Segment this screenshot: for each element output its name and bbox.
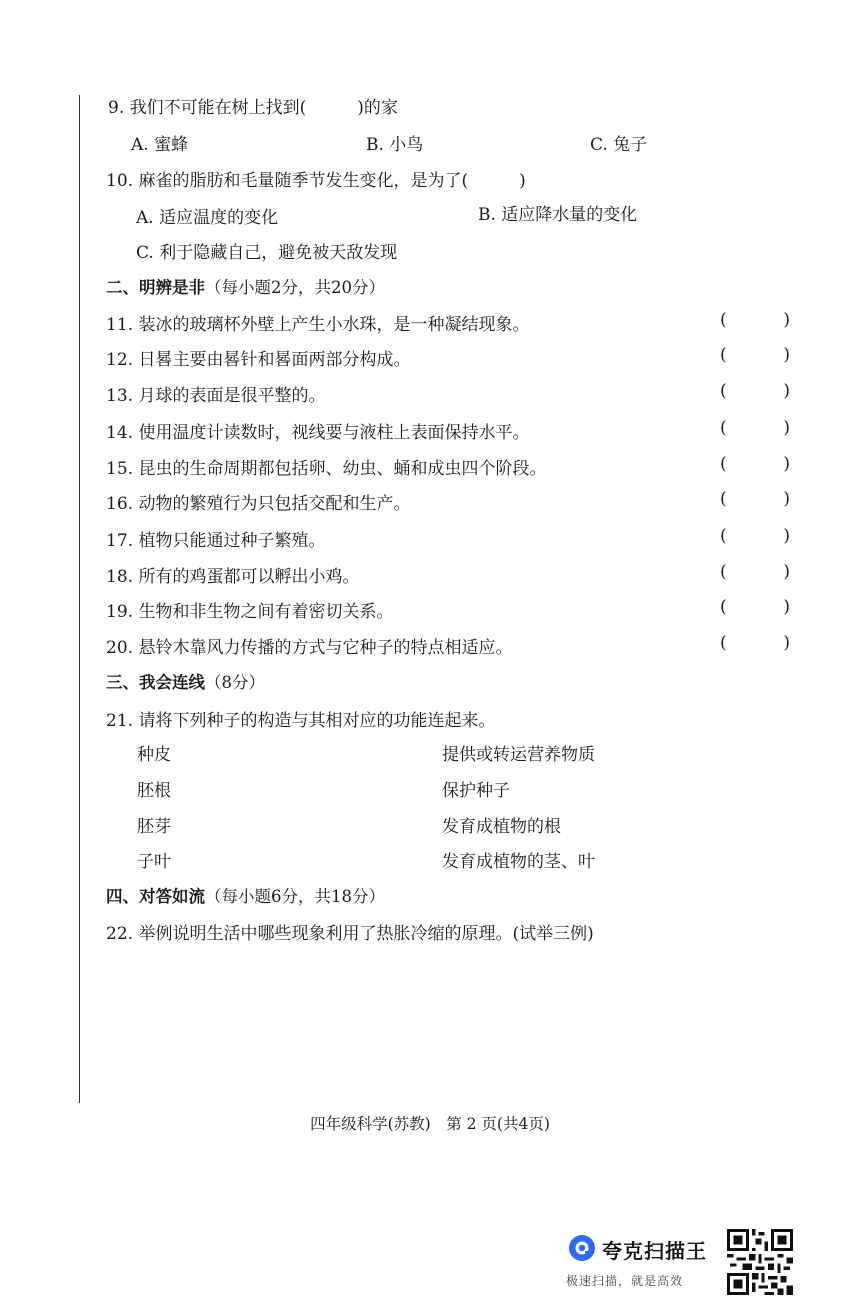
paren-open: ( <box>720 489 727 509</box>
answer-parentheses[interactable] <box>720 526 790 546</box>
paren-open: ( <box>720 381 727 401</box>
answer-parentheses[interactable] <box>720 489 790 509</box>
q10-option-b: B. 适应降水量的变化 <box>478 205 638 225</box>
q21-left-item: 胚芽 <box>137 817 171 837</box>
paren-close: ) <box>783 633 790 653</box>
page-footer: 四年级科学(苏教) 第 2 页(共4页) <box>310 1115 550 1133</box>
q21-stem: 21. 请将下列种子的构造与其相对应的功能连起来。 <box>106 711 496 731</box>
judgment-statement: 16. 动物的繁殖行为只包括交配和生产。 <box>106 494 411 514</box>
judgment-statement: 12. 日晷主要由晷针和晷面两部分构成。 <box>106 350 411 370</box>
paren-open: ( <box>720 562 727 582</box>
answer-parentheses[interactable] <box>720 454 790 474</box>
q9-option-b: B. 小鸟 <box>366 135 424 155</box>
judgment-statement: 14. 使用温度计读数时，视线要与液柱上表面保持水平。 <box>106 423 530 443</box>
paren-close: ) <box>783 526 790 546</box>
paren-open: ( <box>720 454 727 474</box>
section-3-heading <box>106 669 265 693</box>
paren-close: ) <box>783 418 790 438</box>
section-2-note: （每小题2分，共20分） <box>205 278 385 297</box>
paren-close: ) <box>783 345 790 365</box>
paren-open: ( <box>720 310 727 330</box>
paren-open: ( <box>720 597 727 617</box>
section-2-title: 二、明辨是非 <box>106 278 205 297</box>
q22-stem: 22. 举例说明生活中哪些现象利用了热胀冷缩的原理。(试举三例) <box>106 924 594 944</box>
watermark-name: 夸克扫描王 <box>602 1239 707 1263</box>
section-3-note: （8分） <box>205 673 265 692</box>
q9-stem: 9. 我们不可能在树上找到( )的家 <box>108 98 398 118</box>
quark-logo-icon <box>568 1234 596 1262</box>
q21-left-item: 胚根 <box>137 781 171 801</box>
binding-margin-line <box>79 95 80 1103</box>
answer-parentheses[interactable] <box>720 381 790 401</box>
judgment-statement: 19. 生物和非生物之间有着密切关系。 <box>106 602 394 622</box>
paren-open: ( <box>720 345 727 365</box>
q10-option-c: C. 利于隐藏自己，避免被天敌发现 <box>136 243 398 263</box>
paren-close: ) <box>783 310 790 330</box>
q21-right-item: 保护种子 <box>442 781 510 801</box>
answer-parentheses[interactable] <box>720 345 790 365</box>
judgment-statement: 15. 昆虫的生命周期都包括卵、幼虫、蛹和成虫四个阶段。 <box>106 459 547 479</box>
answer-parentheses[interactable] <box>720 418 790 438</box>
answer-parentheses[interactable] <box>720 633 790 653</box>
judgment-statement: 11. 装冰的玻璃杯外壁上产生小水珠，是一种凝结现象。 <box>106 315 530 335</box>
q21-right-item: 发育成植物的茎、叶 <box>442 852 595 872</box>
q21-right-item: 提供或转运营养物质 <box>442 745 595 765</box>
paren-close: ) <box>783 381 790 401</box>
q21-right-item: 发育成植物的根 <box>442 817 561 837</box>
paren-open: ( <box>720 526 727 546</box>
section-4-title: 四、对答如流 <box>106 887 205 906</box>
judgment-statement: 20. 悬铃木靠风力传播的方式与它种子的特点相适应。 <box>106 638 513 658</box>
paren-open: ( <box>720 418 727 438</box>
paren-close: ) <box>783 562 790 582</box>
paren-close: ) <box>783 597 790 617</box>
q9-option-c: C. 兔子 <box>590 135 648 155</box>
watermark-slogan: 极速扫描，就是高效 <box>566 1274 684 1288</box>
q21-left-item: 种皮 <box>137 745 171 765</box>
section-4-heading <box>106 883 385 907</box>
answer-parentheses[interactable] <box>720 310 790 330</box>
paren-open: ( <box>720 633 727 653</box>
q10-stem: 10. 麻雀的脂肪和毛量随季节发生变化，是为了( ) <box>106 171 526 191</box>
q21-left-item: 子叶 <box>137 852 171 872</box>
judgment-statement: 17. 植物只能通过种子繁殖。 <box>106 531 326 551</box>
answer-parentheses[interactable] <box>720 562 790 582</box>
paren-close: ) <box>783 489 790 509</box>
paren-close: ) <box>783 454 790 474</box>
section-3-title: 三、我会连线 <box>106 673 205 692</box>
qr-code-icon <box>727 1229 793 1295</box>
judgment-statement: 13. 月球的表面是很平整的。 <box>106 386 326 406</box>
scanner-watermark <box>566 1232 726 1296</box>
section-4-note: （每小题6分，共18分） <box>205 887 385 906</box>
answer-parentheses[interactable] <box>720 597 790 617</box>
judgment-statement: 18. 所有的鸡蛋都可以孵出小鸡。 <box>106 567 360 587</box>
section-2-heading <box>106 274 385 298</box>
q10-option-a: A. 适应温度的变化 <box>136 208 279 228</box>
q9-option-a: A. 蜜蜂 <box>131 135 189 155</box>
